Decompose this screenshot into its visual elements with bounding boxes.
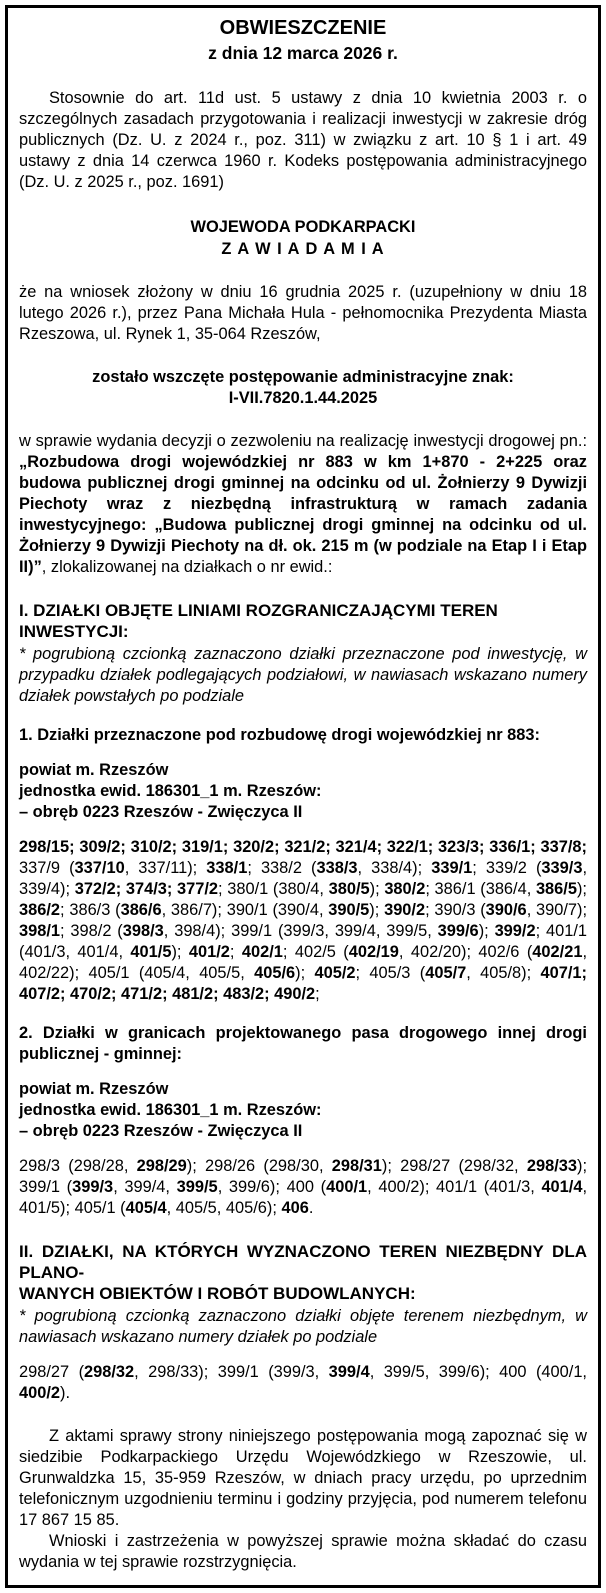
parcel-bold-segment: 399/5 — [176, 1178, 218, 1196]
parcel-bold-segment: 402/19 — [348, 943, 399, 961]
subsection1-heading: 1. Działki przeznaczone pod rozbudowę drogi wojewódzkiej nr 883: — [19, 726, 540, 744]
district-line: – obręb 0223 Rzeszów - Zwięczyca II — [19, 803, 303, 821]
text-segment: ); 298/26 (298/30, — [186, 1157, 332, 1175]
section1-heading: I. DZIAŁKI OBJĘTE LINIAMI ROZGRANICZAJĄCYMI TEREN INWESTYCJI: — [19, 601, 498, 641]
doc-date-line: z dnia 12 marca 2026 r. — [208, 43, 398, 63]
text-segment: , 399/6); 400 ( — [217, 1178, 327, 1196]
county-line: powiat m. Rzeszów — [19, 761, 169, 779]
text-segment: 337/9 ( — [19, 859, 75, 877]
text-segment: , 390/7); — [526, 901, 588, 919]
text-segment: ; 405/3 ( — [355, 964, 426, 982]
parcel-bold-segment: 405/7 — [425, 964, 467, 982]
section2-heading-line1: II. DZIAŁKI, NA KTÓRYCH WYZNACZONO TEREN NIEZBĘDNY DLA PLANO- — [19, 1242, 587, 1282]
document-border-frame — [5, 5, 601, 1588]
parcel-bold-segment: 338/1 — [206, 859, 248, 877]
text-segment: w sprawie wydania decyzji o zezwoleniu na realizację inwestycji drogowej pn.: — [19, 432, 587, 450]
unit-line: jednostka ewid. 186301_1 m. Rzeszów: — [19, 782, 322, 800]
text-segment: ). — [60, 1384, 71, 1402]
text-segment: , 298/33); 399/1 (399/3, — [134, 1363, 329, 1381]
text-segment: ; 390/3 ( — [425, 901, 486, 919]
parcel-bold-segment: 407/1; 407/2; 470/2; 471/2; 481/2; 483/2; 490/2 — [19, 964, 587, 1003]
text-segment: ; — [229, 943, 242, 961]
text-segment: , 401/5); 405/1 ( — [19, 1178, 588, 1217]
subsection1-location-block — [19, 760, 587, 823]
parcel-bold-segment: 337/10 — [74, 859, 125, 877]
section2-heading — [19, 1241, 587, 1304]
text-segment: , 398/4); 399/1 (399/3, 399/4, 399/5, — [163, 922, 438, 940]
text-segment: ; 386/3 ( — [60, 901, 121, 919]
text-segment: ); — [369, 901, 385, 919]
text-segment: ); — [369, 880, 385, 898]
text-segment: ; — [315, 985, 320, 1003]
parcel-bold-segment: 298/31 — [331, 1157, 382, 1175]
district-line: – obręb 0223 Rzeszów - Zwięczyca II — [19, 1122, 303, 1140]
authority-name: WOJEWODA PODKARPACKI — [190, 218, 416, 236]
parcel-bold-segment: 402/1 — [241, 943, 283, 961]
parcel-bold-segment: 400/2 — [19, 1384, 61, 1402]
parcel-bold-segment: 298/33 — [526, 1157, 577, 1175]
text-segment: ; 339/2 ( — [472, 859, 542, 877]
case-number: I-VII.7820.1.44.2025 — [228, 389, 378, 407]
doc-title: OBWIESZCZENIE — [219, 17, 387, 39]
text-segment: , 400/2); 401/1 (401/3, — [367, 1178, 542, 1196]
parcel-bold-segment: „Rozbudowa drogi wojewódzkiej nr 883 w km 1+870 - 2+225 oraz budowa publicznej drogi gminnej na odcinku od ul. Żołnierzy 9 Dywizji Piechoty wraz z niezbędną infrastrukturą w ramach zadania inwestycyjnego: „Budowa publicznej drogi gminnej na odcinku od ul. Żołnierzy 9 Dywizji Piechoty na dł. ok. 215 m (w podziale na Etap I i Etap II)” — [19, 453, 587, 576]
text-segment: , 399/4, — [113, 1178, 177, 1196]
notification-word: Z A W I A D A M I A — [221, 240, 385, 258]
objections-paragraph: Wnioski i zastrzeżenia w powyższej sprawie można składać do czasu wydania w tej sprawie rozstrzygnięcia. — [19, 1532, 587, 1571]
subsection1-parcel-list — [19, 837, 587, 1005]
section2-heading-line2: WANYCH OBIEKTÓW I ROBÓT BUDOWLANYCH: — [19, 1284, 416, 1303]
parcel-bold-segment: 298/29 — [136, 1157, 187, 1175]
parcel-bold-segment: 298/15; 309/2; 310/2; 319/1; 320/2; 321/2; 321/4; 322/1; 323/3; 336/1; 337/8; — [19, 838, 587, 856]
text-segment: , 337/11); — [124, 859, 207, 877]
parcel-bold-segment: 390/2 — [384, 901, 426, 919]
legal-basis-paragraph: Stosownie do art. 11d ust. 5 ustawy z dnia 10 kwietnia 2003 r. o szczególnych zasadach przygotowania i realizacji inwestycji w zakresie dróg publicznych (Dz. U. z 2024 r., poz. 311) w związku z art. 10 § 1 i art. 49 ustawy z dnia 14 czerwca 1960 r. Kodeks postępowania administracyjnego (Dz. U. z 2025 r., poz. 1691) — [19, 89, 587, 191]
parcel-bold-segment: 401/5 — [130, 943, 172, 961]
text-segment: ; 402/5 ( — [282, 943, 349, 961]
parcel-bold-segment: 390/5 — [328, 901, 370, 919]
text-segment: ); — [478, 922, 495, 940]
parcel-bold-segment: 399/4 — [328, 1363, 370, 1381]
text-segment: ; 401/1 (401/3, 401/4, — [19, 922, 588, 961]
parcel-bold-segment: 338/3 — [316, 859, 358, 877]
parcel-bold-segment: 298/32 — [84, 1363, 135, 1381]
parcel-bold-segment: 398/3 — [122, 922, 164, 940]
parcel-bold-segment: 339/1 — [431, 859, 473, 877]
subsection2-heading: 2. Działki w granicach projektowanego pasa drogowego innej drogi publicznej - gminnej: — [19, 1024, 587, 1063]
parcel-bold-segment: 401/2 — [188, 943, 230, 961]
parcel-bold-segment: 398/1 — [19, 922, 61, 940]
text-segment: , 405/8); — [466, 964, 541, 982]
parcel-bold-segment: 405/4 — [125, 1199, 167, 1217]
parcel-bold-segment: 380/5 — [328, 880, 370, 898]
text-segment: . — [308, 1199, 314, 1217]
unit-line: jednostka ewid. 186301_1 m. Rzeszów: — [19, 1101, 322, 1119]
parcel-bold-segment: 400/1 — [326, 1178, 368, 1196]
text-segment: ); — [295, 964, 315, 982]
section1-note: * pogrubioną czcionką zaznaczono działki przeznaczone pod inwestycję, w przypadku działek podlegających podziałowi, w nawiasach wskazano numery działek powstałych po podziale — [19, 645, 587, 705]
text-segment: ); 298/27 (298/32, — [381, 1157, 527, 1175]
section2-note: * pogrubioną czcionką zaznaczono działki objęte terenem niezbędnym, w nawiasach wskazano numery działek po podziale — [19, 1307, 587, 1346]
text-segment: ; 338/2 ( — [247, 859, 317, 877]
parcel-bold-segment: 372/2; 374/3; 377/2 — [74, 880, 218, 898]
text-segment: ; 398/2 ( — [60, 922, 123, 940]
text-segment: , 402/22); 405/1 (405/4, 405/5, — [19, 943, 587, 982]
parcel-bold-segment: 380/2 — [384, 880, 426, 898]
parcel-bold-segment: 399/6 — [437, 922, 479, 940]
parcel-bold-segment: 405/6 — [254, 964, 296, 982]
section2-parcel-list — [19, 1362, 587, 1404]
subsection2-location-block — [19, 1079, 587, 1142]
parcel-bold-segment: 402/21 — [532, 943, 583, 961]
parcel-bold-segment: 401/4 — [541, 1178, 583, 1196]
text-segment: 298/27 ( — [19, 1363, 85, 1381]
case-files-access-paragraph: Z aktami sprawy strony niniejszego postępowania mogą zapoznać się w siedzibie Podkarpackiego Urzędu Wojewódzkiego w Rzeszowie, ul. Grunwaldzka 15, 35-959 Rzeszów, w dniach pracy urzędu, po uprzednim telefonicznym uzgodnieniu terminu i godziny przyjęcia, pod numerem telefonu 17 867 15 85. — [19, 1427, 587, 1529]
text-segment: ; 380/1 (380/4, — [218, 880, 329, 898]
text-segment: ); — [171, 943, 189, 961]
subsection2-parcel-list — [19, 1156, 587, 1219]
parcel-bold-segment: 339/3 — [541, 859, 583, 877]
text-segment: , 338/4); — [357, 859, 432, 877]
parcel-bold-segment: 386/6 — [120, 901, 162, 919]
proceeding-initiated-line: zostało wszczęte postępowanie administracyjne znak: — [92, 368, 514, 386]
text-segment: , 339/4); — [19, 859, 588, 898]
parcel-bold-segment: 399/3 — [72, 1178, 114, 1196]
subject-paragraph — [19, 431, 587, 578]
text-segment: , zlokalizowanej na działkach o nr ewid.: — [41, 558, 333, 576]
parcel-bold-segment: 386/5 — [535, 880, 577, 898]
parcel-bold-segment: 390/6 — [485, 901, 527, 919]
text-segment: , 399/5, 399/6); 400 (400/1, — [369, 1363, 587, 1381]
application-paragraph: że na wniosek złożony w dniu 16 grudnia 2025 r. (uzupełniony w dniu 18 lutego 2026 r.), przez Pana Michała Hula - pełnomocnika Prezydenta Miasta Rzeszowa, ul. Rynek 1, 35-064 Rzeszów, — [19, 283, 587, 343]
parcel-bold-segment: 399/2 — [494, 922, 536, 940]
parcel-bold-segment: 386/2 — [19, 901, 61, 919]
text-segment: , 405/5, 405/6); — [166, 1199, 282, 1217]
county-line: powiat m. Rzeszów — [19, 1080, 169, 1098]
text-segment: ); — [576, 880, 587, 898]
text-segment: 298/3 (298/28, — [19, 1157, 137, 1175]
text-segment: , 386/7); 390/1 (390/4, — [161, 901, 329, 919]
parcel-bold-segment: 406 — [281, 1199, 309, 1217]
text-segment: ); 399/1 ( — [19, 1157, 587, 1196]
text-segment: , 402/20); 402/6 ( — [398, 943, 533, 961]
parcel-bold-segment: 405/2 — [314, 964, 356, 982]
text-segment: ; 386/1 (386/4, — [425, 880, 536, 898]
